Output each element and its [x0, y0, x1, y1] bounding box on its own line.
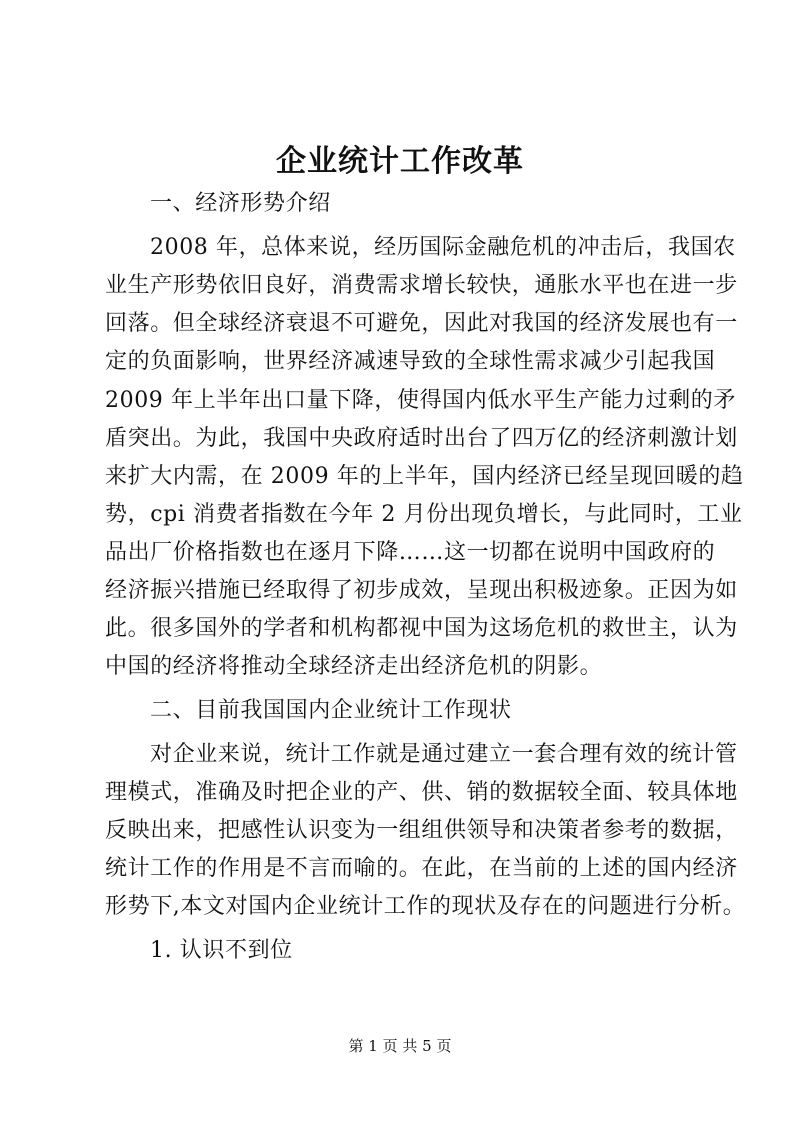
- subsection-heading: 1. 认识不到位: [150, 938, 293, 963]
- paragraph-line: 品出厂价格指数也在逐月下降……这一切都在说明中国政府的: [105, 540, 716, 565]
- paragraph-line: 回落。但全球经济衰退不可避免，因此对我国的经济发展也有一: [105, 311, 738, 336]
- paragraph-line: 统计工作的作用是不言而喻的。在此，在当前的上述的国内经济: [105, 856, 738, 881]
- paragraph-line: 对企业来说，统计工作就是通过建立一套合理有效的统计管: [150, 742, 738, 767]
- paragraph-line: 业生产形势依旧良好，消费需求增长较快，通胀水平也在进一步: [105, 273, 738, 298]
- paragraph-line: 反映出来，把感性认识变为一组组供领导和决策者参考的数据，: [105, 818, 738, 843]
- paragraph-line: 此。很多国外的学者和机构都视中国为这场危机的救世主，认为: [105, 616, 738, 641]
- page-number-footer: 第 1 页 共 5 页: [348, 1037, 452, 1055]
- paragraph-line: 盾突出。为此，我国中央政府适时出台了四万亿的经济刺激计划: [105, 426, 738, 451]
- paragraph-line: 形势下,本文对国内企业统计工作的现状及存在的问题进行分析。: [105, 894, 746, 919]
- paragraph-line: 2008 年，总体来说，经历国际金融危机的冲击后，我国农: [150, 235, 736, 260]
- document-title: 企业统计工作改革: [276, 144, 524, 179]
- paragraph-line: 中国的经济将推动全球经济走出经济危机的阴影。: [105, 654, 603, 679]
- section-heading: 一、经济形势介绍: [150, 191, 331, 216]
- paragraph-line: 经济振兴措施已经取得了初步成效，呈现出积极迹象。正因为如: [105, 578, 738, 603]
- paragraph-line: 来扩大内需，在 2009 年的上半年，国内经济已经呈现回暖的趋: [105, 464, 744, 489]
- paragraph-line: 势，cpi 消费者指数在今年 2 月份出现负增长，与此同时，工业: [105, 502, 743, 527]
- paragraph-line: 定的负面影响，世界经济减速导致的全球性需求减少引起我国: [105, 349, 716, 374]
- section-heading: 二、目前我国国内企业统计工作现状: [150, 698, 512, 723]
- paragraph-line: 2009 年上半年出口量下降，使得国内低水平生产能力过剩的矛: [105, 388, 736, 413]
- paragraph-line: 理模式，准确及时把企业的产、供、销的数据较全面、较具体地: [105, 780, 738, 805]
